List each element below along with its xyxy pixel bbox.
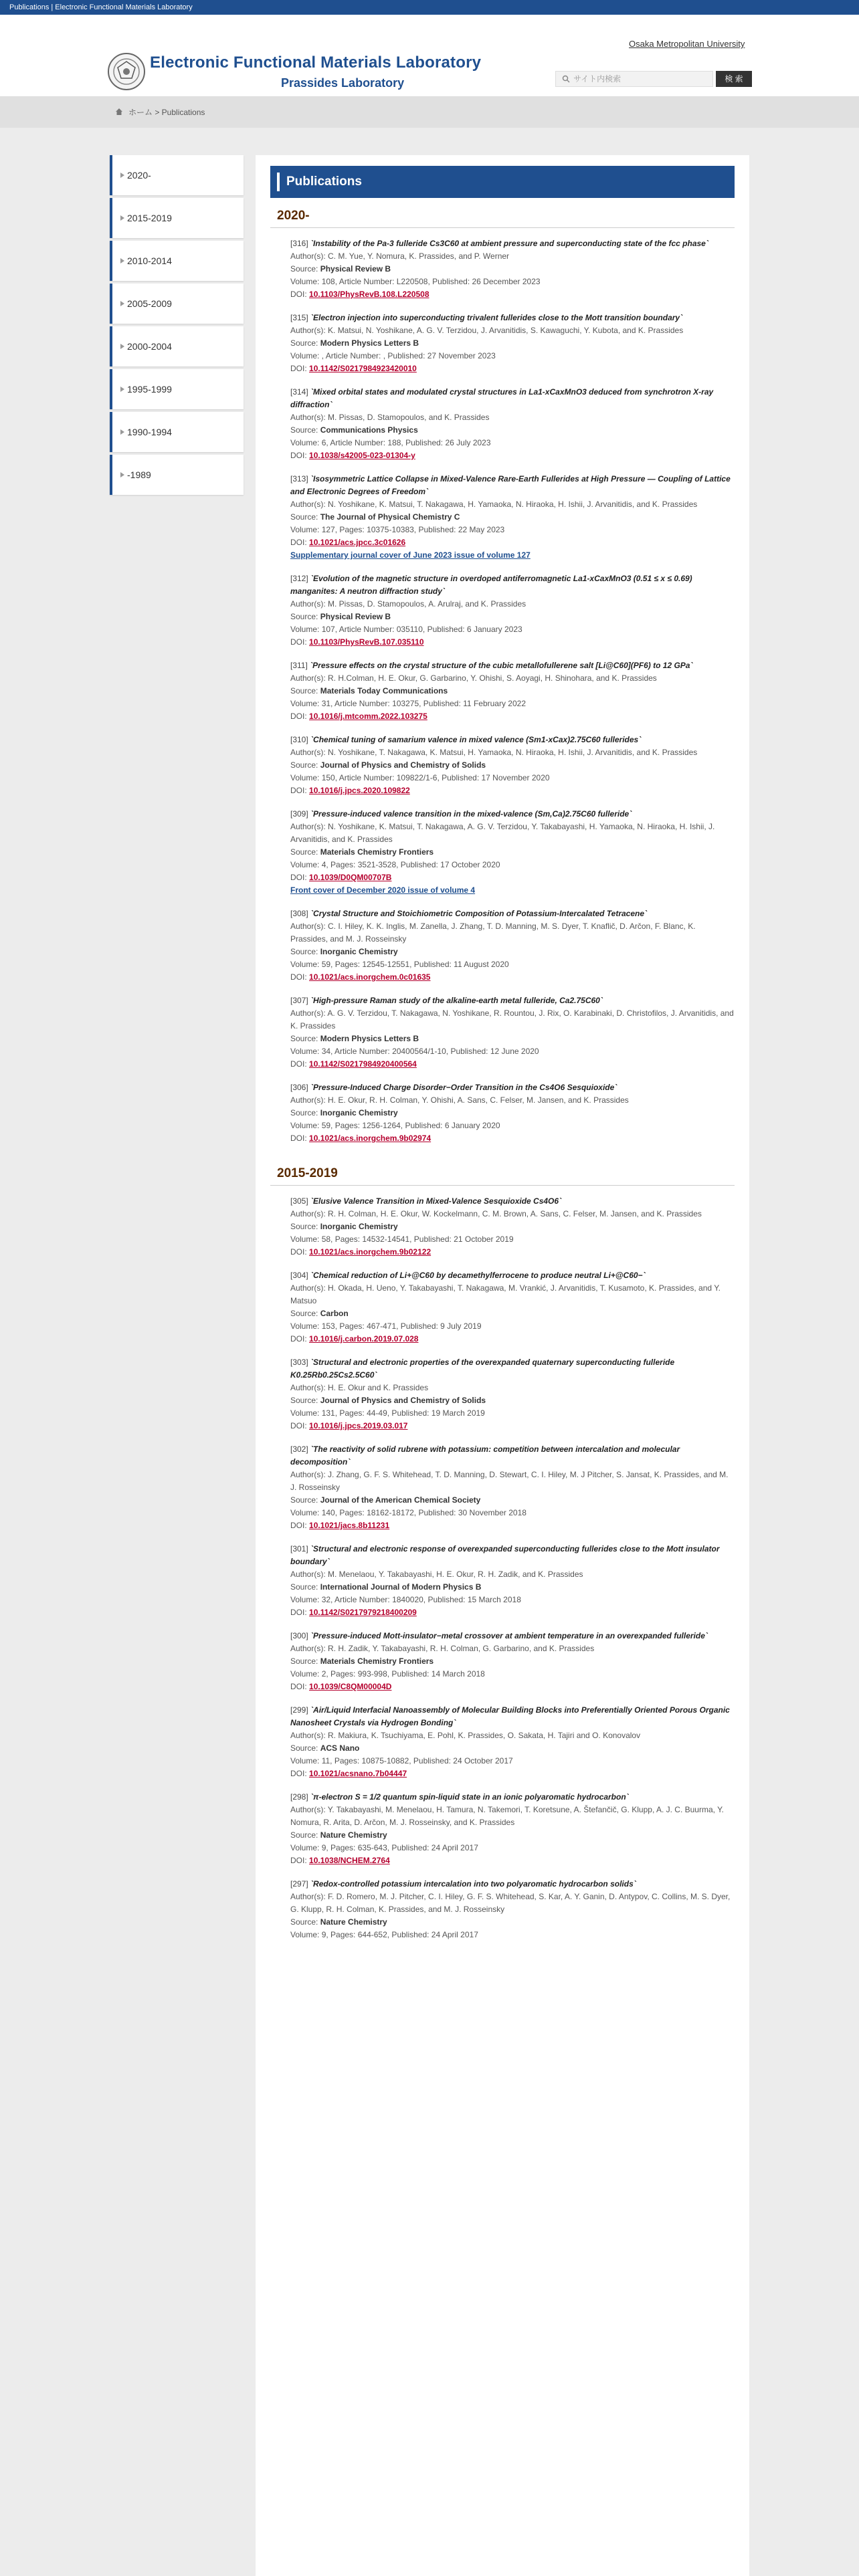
pub-authors: Author(s): N. Yoshikane, T. Nakagawa, K. Matsui, H. Yamaoka, N. Hiraoka, H. Ishii, J. Arvanitidis, and K. Prassides: [290, 748, 698, 757]
pub-doi-prefix: DOI:: [290, 1059, 310, 1069]
section-heading: 2020-: [270, 198, 735, 228]
pub-source: [290, 1829, 735, 1842]
pub-number: [305]: [290, 1196, 308, 1206]
top-bar: [0, 0, 859, 15]
pub-number: [311]: [290, 661, 308, 670]
pub-volume: Volume: 59, Pages: 1256-1264, Published: 6 January 2020: [290, 1121, 500, 1130]
pub-source: [290, 263, 735, 276]
pub-number: [310]: [290, 735, 308, 744]
lab-title[interactable]: Electronic Functional Materials Laboratory: [150, 53, 482, 72]
doi-link[interactable]: 10.1021/acs.inorgchem.9b02974: [309, 1134, 432, 1143]
pub-doi-prefix: DOI:: [290, 451, 310, 460]
pub-source-name: Journal of Physics and Chemistry of Solids: [320, 760, 486, 770]
doi-link[interactable]: 10.1103/PhysRevB.107.035110: [309, 637, 424, 647]
pub-source-name: Physical Review B: [320, 612, 391, 621]
breadcrumb-text[interactable]: ホーム > Publications: [128, 108, 205, 117]
publication-entry: [290, 386, 735, 462]
pub-source: [290, 685, 735, 697]
chevron-right-icon: [120, 344, 124, 349]
pub-number: [298]: [290, 1792, 308, 1802]
pub-doi: [290, 288, 735, 301]
pub-doi-prefix: DOI:: [290, 972, 310, 982]
pub-source: [290, 1107, 735, 1119]
pub-title-line: [290, 1081, 735, 1094]
doi-link[interactable]: 10.1016/j.carbon.2019.07.028: [309, 1334, 419, 1344]
pub-source-prefix: Source:: [290, 1743, 320, 1753]
pub-title: `π-electron S = 1/2 quantum spin-liquid state in an ionic polyaromatic hydrocarbon`: [310, 1792, 629, 1802]
cover-link[interactable]: Front cover of December 2020 issue of volume 4: [290, 885, 476, 895]
pub-volume: Volume: 108, Article Number: L220508, Published: 26 December 2023: [290, 277, 541, 286]
search-button[interactable]: 検 索: [716, 71, 752, 87]
pub-doi: [290, 1606, 735, 1619]
publication-entry: [290, 1878, 735, 1941]
pub-number: [300]: [290, 1631, 308, 1640]
pub-doi-prefix: DOI:: [290, 637, 310, 647]
pub-number: [316]: [290, 239, 308, 248]
pub-doi-prefix: DOI:: [290, 1608, 310, 1617]
pub-authors: Author(s): Y. Takabayashi, M. Menelaou, H. Tamura, N. Takemori, T. Koretsune, A. Štefančič, G. Klupp, A. J. C. Buurma, Y. Nomura, R. Arita, D. Arčon, M. J. Rosseinsky, and K. Prassides: [290, 1805, 724, 1827]
pub-doi: [290, 871, 735, 884]
pub-volume: Volume: 58, Pages: 14532-14541, Published: 21 October 2019: [290, 1235, 514, 1244]
pub-number: [309]: [290, 809, 308, 819]
pub-doi: [290, 1132, 735, 1145]
doi-link[interactable]: 10.1016/j.jpcs.2019.03.017: [309, 1421, 408, 1430]
pub-authors: Author(s): N. Yoshikane, K. Matsui, T. Nakagawa, A. G. V. Terzidou, Y. Takabayashi, H. Yamaoka, N. Hiraoka, H. Ishii, J. Arvanitidis, and K. Prassides: [290, 822, 715, 844]
pub-title: `Redox-controlled potassium intercalation into two polyaromatic hydrocarbon solids`: [310, 1879, 636, 1889]
pub-doi: [290, 636, 735, 649]
search-input[interactable]: サイト内検索: [555, 71, 713, 87]
pub-source: [290, 946, 735, 958]
cover-link[interactable]: Supplementary journal cover of June 2023 issue of volume 127: [290, 550, 531, 560]
pub-title-line: [290, 572, 735, 598]
pub-source-name: Physical Review B: [320, 264, 391, 274]
sidebar-item-0[interactable]: [110, 155, 244, 195]
pub-source: [290, 424, 735, 437]
pub-authors: Author(s): K. Matsui, N. Yoshikane, A. G. V. Terzidou, J. Arvanitidis, S. Kawaguchi, Y. Kubota, and K. Prassides: [290, 326, 684, 335]
pub-source: [290, 1655, 735, 1668]
pub-source-prefix: Source:: [290, 1108, 320, 1117]
pub-title-line: [290, 312, 735, 324]
doi-link[interactable]: 10.1103/PhysRevB.108.L220508: [309, 290, 430, 299]
sidebar-item-1[interactable]: [110, 198, 244, 238]
pub-source-prefix: Source:: [290, 947, 320, 956]
pub-doi-prefix: DOI:: [290, 873, 310, 882]
sidebar-item-label: 2010-2014: [127, 255, 172, 266]
pub-source-name: Materials Chemistry Frontiers: [320, 1656, 434, 1666]
pub-source-name: Communications Physics: [320, 425, 418, 435]
pub-title: `Instability of the Pa-3 fulleride Cs3C60 at ambient pressure and superconducting state of the fcc phase`: [310, 239, 708, 248]
pub-title: `Pressure-induced valence transition in the mixed-valence (Sm,Ca)2.75C60 fulleride`: [310, 809, 632, 819]
sidebar-item-label: 1990-1994: [127, 427, 172, 437]
pub-title-line: [290, 1630, 735, 1642]
pub-source-name: Nature Chemistry: [320, 1830, 387, 1840]
pub-authors: Author(s): N. Yoshikane, K. Matsui, T. Nakagawa, H. Yamaoka, N. Hiraoka, H. Ishii, J. Arvanitidis, and K. Prassides: [290, 500, 698, 509]
pub-doi: [290, 784, 735, 797]
pub-source: [290, 1220, 735, 1233]
pub-authors: Author(s): R. Makiura, K. Tsuchiyama, E. Pohl, K. Prassides, O. Sakata, H. Tajiri and O. Konovalov: [290, 1731, 641, 1740]
doi-link[interactable]: 10.1039/D0QM00707B: [309, 873, 392, 882]
pub-doi-prefix: DOI:: [290, 1856, 310, 1865]
pub-title-line: [290, 237, 735, 250]
pub-doi-prefix: DOI:: [290, 1421, 310, 1430]
pub-source: [290, 611, 735, 623]
pub-source: [290, 1033, 735, 1045]
pub-authors: Author(s): M. Pissas, D. Stamopoulos, A. Arulraj, and K. Prassides: [290, 599, 527, 609]
pub-source-prefix: Source:: [290, 1222, 320, 1231]
pub-number: [297]: [290, 1879, 308, 1889]
pub-doi: [290, 1058, 735, 1071]
lab-subtitle: Prassides Laboratory: [281, 76, 405, 90]
pub-volume: Volume: 107, Article Number: 035110, Published: 6 January 2023: [290, 625, 522, 634]
doi-link[interactable]: 10.1142/S0217979218400209: [309, 1608, 417, 1617]
pub-source-prefix: Source:: [290, 1656, 320, 1666]
sidebar-item-3[interactable]: [110, 284, 244, 324]
publication-entry: [290, 1704, 735, 1780]
pub-volume: Volume: 32, Article Number: 1840020, Published: 15 March 2018: [290, 1595, 521, 1604]
publication-entry: [290, 1543, 735, 1619]
pub-number: [303]: [290, 1358, 308, 1367]
pub-source-name: Inorganic Chemistry: [320, 947, 398, 956]
pub-source-name: Journal of Physics and Chemistry of Solids: [320, 1396, 486, 1405]
pub-doi-prefix: DOI:: [290, 364, 310, 373]
sidebar-item-7[interactable]: [110, 455, 244, 495]
pub-source-prefix: Source:: [290, 264, 320, 274]
pub-source: [290, 1916, 735, 1929]
pub-title-line: [290, 1269, 735, 1282]
publication-entry: [290, 473, 735, 562]
pub-source-prefix: Source:: [290, 1396, 320, 1405]
pub-authors: Author(s): H. Okada, H. Ueno, Y. Takabayashi, T. Nakagawa, M. Vrankić, J. Arvanitidis, T. Kusamoto, K. Prassides, and Y. Matsuo: [290, 1283, 721, 1305]
pub-title-line: [290, 1791, 735, 1804]
pub-volume: Volume: 9, Pages: 635-643, Published: 24 April 2017: [290, 1843, 478, 1852]
pub-volume: Volume: 150, Article Number: 109822/1-6, Published: 17 November 2020: [290, 773, 550, 782]
chevron-right-icon: [120, 258, 124, 263]
pub-source-name: Journal of the American Chemical Society: [320, 1495, 481, 1505]
pub-volume: Volume: 59, Pages: 12545-12551, Published: 11 August 2020: [290, 960, 509, 969]
publication-entry: [290, 237, 735, 301]
sidebar-item-label: -1989: [127, 469, 151, 480]
pub-number: [299]: [290, 1705, 308, 1715]
chevron-right-icon: [120, 429, 124, 435]
pub-source-prefix: Source:: [290, 1309, 320, 1318]
pub-doi: [290, 536, 735, 549]
pub-title-line: [290, 659, 735, 672]
pub-title: `Air/Liquid Interfacial Nanoassembly of Molecular Building Blocks into Preferentially Oriented Porous Organic Nanosheet Crystals via Hydrogen Bonding`: [290, 1705, 730, 1727]
pub-authors: Author(s): M. Menelaou, Y. Takabayashi, H. E. Okur, R. H. Zadik, and K. Prassides: [290, 1570, 583, 1579]
pub-title: `Pressure effects on the crystal structure of the cubic metallofullerene salt [Li@C60](PF6) to 12 GPa`: [310, 661, 693, 670]
pub-title: `Isosymmetric Lattice Collapse in Mixed-Valence Rare-Earth Fullerides at High Pressure ― Coupling of Lattice and Electronic Degrees of Freedom`: [290, 474, 731, 496]
pub-source: [290, 511, 735, 524]
pub-volume: Volume: 31, Article Number: 103275, Published: 11 February 2022: [290, 699, 526, 708]
site-header: [0, 15, 859, 97]
pub-source-prefix: Source:: [290, 338, 320, 348]
pub-title-line: [290, 473, 735, 498]
pub-volume: Volume: 11, Pages: 10875-10882, Published: 24 October 2017: [290, 1756, 513, 1765]
publication-entry: [290, 1356, 735, 1432]
pub-title: `Pressure-induced Mott-insulator−metal crossover at ambient temperature in an overexpanded fulleride`: [310, 1631, 708, 1640]
sidebar-item-label: 1995-1999: [127, 384, 172, 395]
pub-doi: [290, 1519, 735, 1532]
pub-source-name: Modern Physics Letters B: [320, 338, 419, 348]
pub-source-prefix: Source:: [290, 1495, 320, 1505]
publication-entry: [290, 572, 735, 649]
doi-link[interactable]: 10.1021/acs.inorgchem.9b02122: [309, 1247, 432, 1257]
pub-source-name: Carbon: [320, 1309, 349, 1318]
pub-title-line: [290, 1543, 735, 1568]
main-content: [256, 155, 749, 2576]
pub-source-prefix: Source:: [290, 1034, 320, 1043]
pub-title-line: [290, 734, 735, 746]
home-icon: [115, 108, 123, 116]
pub-title: `Structural and electronic properties of the overexpanded quaternary superconducting fulleride K0.25Rb0.25Cs2.5C60`: [290, 1358, 675, 1380]
section-heading: 2015-2019: [270, 1156, 735, 1186]
publication-entry: [290, 1269, 735, 1346]
pub-doi-prefix: DOI:: [290, 1769, 310, 1778]
publication-entry: [290, 1195, 735, 1259]
pub-doi: [290, 1420, 735, 1432]
publication-sections: [270, 198, 735, 1941]
pub-title-line: [290, 1195, 735, 1208]
pub-doi: [290, 971, 735, 984]
lab-logo-icon[interactable]: [107, 52, 146, 91]
pub-doi: [290, 710, 735, 723]
doi-link[interactable]: 10.1038/s42005-023-01304-y: [309, 451, 415, 460]
pub-title-line: [290, 907, 735, 920]
doi-link[interactable]: 10.1021/jacs.8b11231: [309, 1521, 390, 1530]
doi-link[interactable]: 10.1039/C8QM00004D: [309, 1682, 392, 1691]
pub-number: [302]: [290, 1444, 308, 1454]
pub-number: [306]: [290, 1083, 308, 1092]
pub-doi-prefix: DOI:: [290, 1134, 310, 1143]
pub-doi: [290, 1681, 735, 1693]
pub-authors: Author(s): M. Pissas, D. Stamopoulos, and K. Prassides: [290, 413, 490, 422]
pub-volume: Volume: 127, Pages: 10375-10383, Published: 22 May 2023: [290, 525, 505, 534]
pub-authors: Author(s): H. E. Okur and K. Prassides: [290, 1383, 429, 1392]
pub-doi-prefix: DOI:: [290, 1521, 310, 1530]
sidebar-item-2[interactable]: [110, 241, 244, 281]
pub-number: [308]: [290, 909, 308, 918]
pub-authors: Author(s): R. H.Colman, H. E. Okur, G. Garbarino, Y. Ohishi, S. Aoyagi, H. Shinohara, and K. Prassides: [290, 673, 657, 683]
publication-entry: [290, 312, 735, 375]
pub-title-line: [290, 994, 735, 1007]
pub-source-prefix: Source:: [290, 847, 320, 857]
pub-cover-note: [290, 549, 735, 562]
sidebar: [110, 155, 244, 498]
sidebar-item-label: 2020-: [127, 170, 151, 181]
doi-link[interactable]: 10.1016/j.jpcs.2020.109822: [309, 786, 410, 795]
pub-doi-prefix: DOI:: [290, 1247, 310, 1257]
pub-authors: Author(s): R. H. Zadik, Y. Takabayashi, R. H. Colman, G. Garbarino, and K. Prassides: [290, 1644, 595, 1653]
pub-doi-prefix: DOI:: [290, 290, 310, 299]
pub-title: `Evolution of the magnetic structure in overdoped antiferromagnetic La1-xCaxMnO3 (0.51 ≤ x ≤ 0.69) manganites: A neutron diffraction study`: [290, 574, 692, 596]
pub-source-name: Materials Chemistry Frontiers: [320, 847, 434, 857]
pub-volume: Volume: 6, Article Number: 188, Published: 26 July 2023: [290, 438, 491, 447]
doi-link[interactable]: 10.1021/acsnano.7b04447: [309, 1769, 407, 1778]
chevron-right-icon: [120, 215, 124, 221]
publication-entry: [290, 994, 735, 1071]
pub-volume: Volume: 2, Pages: 993-998, Published: 14 March 2018: [290, 1669, 485, 1679]
pub-source-prefix: Source:: [290, 1917, 320, 1927]
pub-authors: Author(s): C. M. Yue, Y. Nomura, K. Prassides, and P. Werner: [290, 251, 510, 261]
breadcrumb: [0, 97, 859, 128]
pub-volume: Volume: 9, Pages: 644-652, Published: 24 April 2017: [290, 1930, 478, 1939]
pub-source-prefix: Source:: [290, 1830, 320, 1840]
pub-source-name: Materials Today Communications: [320, 686, 448, 695]
chevron-right-icon: [120, 301, 124, 306]
publication-entry: [290, 1081, 735, 1145]
pub-doi-prefix: DOI:: [290, 712, 310, 721]
pub-source-name: The Journal of Physical Chemistry C: [320, 512, 460, 522]
pub-title: `Chemical reduction of Li+@C60 by decamethylferrocene to produce neutral Li+@C60−`: [310, 1271, 646, 1280]
pub-volume: Volume: 140, Pages: 18162-18172, Published: 30 November 2018: [290, 1508, 527, 1517]
pub-source: [290, 1494, 735, 1507]
sidebar-item-4[interactable]: [110, 326, 244, 366]
pub-number: [313]: [290, 474, 308, 484]
publication-entry: [290, 734, 735, 797]
pub-number: [315]: [290, 313, 308, 322]
pub-authors: Author(s): C. I. Hiley, K. K. Inglis, M. Zanella, J. Zhang, T. D. Manning, M. S. Dyer, T. Knaflič, D. Arčon, F. Blanc, K. Prassides, and M. J. Rosseinsky: [290, 922, 696, 944]
pub-source: [290, 1742, 735, 1755]
doi-link[interactable]: 10.1142/S0217984920400564: [309, 1059, 417, 1069]
top-bar-text: Publications | Electronic Functional Materials Laboratory: [9, 3, 193, 11]
pub-source: [290, 337, 735, 350]
pub-source-prefix: Source:: [290, 760, 320, 770]
pub-source: [290, 1394, 735, 1407]
page-title: Publications: [270, 166, 735, 198]
publication-entry: [290, 659, 735, 723]
publication-entry: [290, 907, 735, 984]
pub-title-line: [290, 1356, 735, 1382]
pub-title-line: [290, 386, 735, 411]
pub-cover-note: [290, 884, 735, 897]
doi-link[interactable]: 10.1016/j.mtcomm.2022.103275: [309, 712, 427, 721]
search-icon: [562, 75, 570, 83]
pub-title: `Pressure-Induced Charge Disorder−Order Transition in the Cs4O6 Sesquioxide`: [310, 1083, 617, 1092]
sidebar-item-6[interactable]: [110, 412, 244, 452]
pub-number: [304]: [290, 1271, 308, 1280]
pub-number: [301]: [290, 1544, 308, 1553]
sidebar-item-5[interactable]: [110, 369, 244, 409]
pub-doi: [290, 1854, 735, 1867]
publication-entry: [290, 1791, 735, 1867]
pub-source: [290, 846, 735, 859]
publication-entry: [290, 808, 735, 897]
pub-doi-prefix: DOI:: [290, 538, 310, 547]
sidebar-item-label: 2005-2009: [127, 298, 172, 309]
pub-doi-prefix: DOI:: [290, 1334, 310, 1344]
chevron-right-icon: [120, 387, 124, 392]
pub-number: [314]: [290, 387, 308, 397]
pub-source-name: Modern Physics Letters B: [320, 1034, 419, 1043]
pub-doi: [290, 1767, 735, 1780]
sidebar-item-label: 2000-2004: [127, 341, 172, 352]
doi-link[interactable]: 10.1142/S0217984923420010: [309, 364, 417, 373]
pub-volume: Volume: , Article Number: , Published: 27 November 2023: [290, 351, 496, 360]
publication-entry: [290, 1443, 735, 1532]
pub-doi-prefix: DOI:: [290, 786, 310, 795]
pub-source-name: Inorganic Chemistry: [320, 1108, 398, 1117]
pub-number: [312]: [290, 574, 308, 583]
pub-title: `High-pressure Raman study of the alkaline-earth metal fulleride, Ca2.75C60`: [310, 996, 603, 1005]
pub-number: [307]: [290, 996, 308, 1005]
pub-volume: Volume: 131, Pages: 44-49, Published: 19 March 2019: [290, 1408, 485, 1418]
chevron-right-icon: [120, 472, 124, 477]
pub-source-name: Inorganic Chemistry: [320, 1222, 398, 1231]
pub-title-line: [290, 1704, 735, 1729]
pub-doi: [290, 362, 735, 375]
pub-source-prefix: Source:: [290, 512, 320, 522]
pub-authors: Author(s): R. H. Colman, H. E. Okur, W. Kockelmann, C. M. Brown, A. Sans, C. Felser, M. Jansen, and K. Prassides: [290, 1209, 702, 1218]
pub-source-name: International Journal of Modern Physics B: [320, 1582, 482, 1592]
pub-title: `Structural and electronic response of overexpanded superconducting fullerides close to the Mott insulator boundary`: [290, 1544, 720, 1566]
doi-link[interactable]: 10.1021/acs.inorgchem.0c01635: [309, 972, 431, 982]
pub-doi-prefix: DOI:: [290, 1682, 310, 1691]
pub-title: `Chemical tuning of samarium valence in mixed valence (Sm1-xCax)2.75C60 fullerides`: [310, 735, 642, 744]
pub-source-name: ACS Nano: [320, 1743, 360, 1753]
pub-source: [290, 759, 735, 772]
pub-source-prefix: Source:: [290, 686, 320, 695]
pub-title-line: [290, 1443, 735, 1469]
pub-volume: Volume: 34, Article Number: 20400564/1-10, Published: 12 June 2020: [290, 1047, 539, 1056]
pub-title-line: [290, 1878, 735, 1891]
pub-authors: Author(s): F. D. Romero, M. J. Pitcher, C. I. Hiley, G. F. S. Whitehead, S. Kar, A. Y. Ganin, D. Antypov, C. Collins, M. S. Dyer, G. Klupp, R. H. Colman, K. Prassides, and M. J. Rosseinsky: [290, 1892, 731, 1914]
pub-title: `Mixed orbital states and modulated crystal structures in La1-xCaxMnO3 deduced from synchrotron X-ray diffraction`: [290, 387, 714, 409]
pub-title: `The reactivity of solid rubrene with potassium: competition between intercalation and molecular decomposition`: [290, 1444, 680, 1467]
pub-doi: [290, 1333, 735, 1346]
chevron-right-icon: [120, 173, 124, 178]
pub-authors: Author(s): A. G. V. Terzidou, T. Nakagawa, N. Yoshikane, R. Rountou, J. Rix, O. Karabinaki, D. Christofilos, J. Arvanitidis, and K. Prassides: [290, 1008, 734, 1031]
pub-title: `Electron injection into superconducting trivalent fullerides close to the Mott transition boundary`: [310, 313, 683, 322]
pub-source-name: Nature Chemistry: [320, 1917, 387, 1927]
pub-title-line: [290, 808, 735, 821]
pub-source-prefix: Source:: [290, 612, 320, 621]
doi-link[interactable]: 10.1038/NCHEM.2764: [309, 1856, 390, 1865]
pub-volume: Volume: 4, Pages: 3521-3528, Published: 17 October 2020: [290, 860, 500, 869]
pub-source-prefix: Source:: [290, 425, 320, 435]
pub-authors: Author(s): J. Zhang, G. F. S. Whitehead, T. D. Manning, D. Stewart, C. I. Hiley, M. J Pitcher, S. Jansat, K. Prassides, and M. J. Rosseinsky: [290, 1470, 729, 1492]
pub-title: `Crystal Structure and Stoichiometric Composition of Potassium-Intercalated Tetracene`: [310, 909, 648, 918]
sidebar-item-label: 2015-2019: [127, 213, 172, 223]
pub-source: [290, 1581, 735, 1594]
pub-volume: Volume: 153, Pages: 467-471, Published: 9 July 2019: [290, 1321, 482, 1331]
pub-title: `Elusive Valence Transition in Mixed-Valence Sesquioxide Cs4O6`: [310, 1196, 562, 1206]
doi-link[interactable]: 10.1021/acs.jpcc.3c01626: [309, 538, 406, 547]
publication-entry: [290, 1630, 735, 1693]
pub-doi: [290, 449, 735, 462]
university-link[interactable]: Osaka Metropolitan University: [629, 39, 745, 49]
pub-source-prefix: Source:: [290, 1582, 320, 1592]
pub-doi: [290, 1246, 735, 1259]
pub-authors: Author(s): H. E. Okur, R. H. Colman, Y. Ohishi, A. Sans, C. Felser, M. Jansen, and K. Prassides: [290, 1095, 629, 1105]
pub-source: [290, 1307, 735, 1320]
